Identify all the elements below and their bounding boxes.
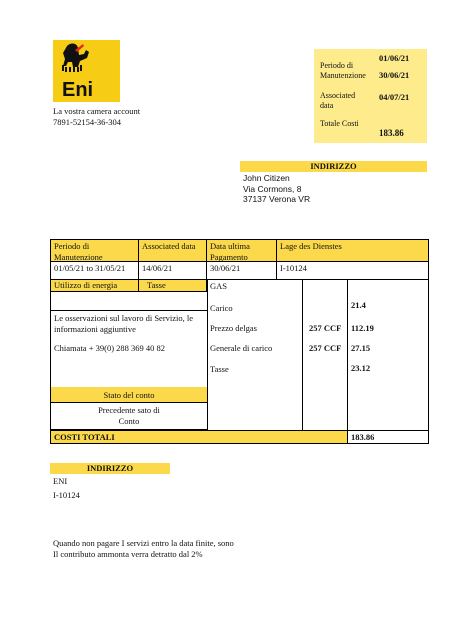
period-label: Periodo di Manutenzione	[320, 61, 366, 80]
total-costs-label: Totale Costi	[320, 119, 359, 128]
line-qty-gas-price: 257 CCF	[309, 323, 342, 333]
line-amount-gas-price: 112.19	[351, 323, 374, 333]
call-text: Chiamata + 39(0) 288 369 40 82	[54, 343, 166, 353]
address-lines	[243, 173, 310, 205]
observations-text: Le osservazioni sul lavoro di Servizio, le informazioni aggiuntive	[54, 313, 194, 334]
col-header-period: Periodo di Manutenzione	[51, 240, 139, 262]
customer-city: 37137 Verona VR	[243, 194, 311, 205]
previous-status-label: Precedente sato di Conto	[51, 403, 207, 430]
line-amount-carico: 21.4	[351, 300, 366, 310]
account-number: 7891-52154-36-304	[53, 116, 121, 127]
bill-table	[50, 239, 429, 444]
line-label-carico: Carico	[210, 303, 233, 313]
eni-logo	[53, 40, 120, 102]
line-qty-general-load: 257 CCF	[309, 343, 342, 353]
footer-address	[53, 476, 80, 500]
tax-label: Tasse	[139, 280, 207, 292]
period-start-value: 01/06/21	[379, 53, 410, 63]
logo-wordmark: Eni	[62, 79, 94, 101]
account-label: La vostra camera account	[53, 106, 141, 116]
customer-name: John Citizen	[243, 173, 290, 183]
line-label-gas-price: Prezzo delgas	[210, 323, 257, 333]
associated-label: Associated data	[320, 91, 356, 110]
usage-label: Utilizzo di energia	[51, 280, 139, 292]
summary-box	[314, 49, 427, 143]
grand-total-label: COSTI TOTALI	[51, 430, 348, 443]
period-end-value: 30/06/21	[379, 70, 410, 80]
line-amount-taxes: 23.12	[351, 363, 371, 373]
line-qty	[303, 280, 348, 430]
blank-row	[51, 292, 207, 311]
six-legged-dog-icon	[53, 40, 120, 102]
customer-street: Via Cormons, 8	[243, 183, 302, 194]
footer-address-header: INDIRIZZO	[50, 463, 170, 474]
footer-address-line1: ENI	[53, 476, 68, 486]
col-header-client-id: Lage des Dienstes	[277, 240, 428, 262]
col-header-associated: Associated data	[139, 240, 207, 262]
value-client-id: I-10124	[277, 262, 428, 280]
line-label-gas: GAS	[210, 281, 228, 291]
total-costs-value: 183.86	[379, 128, 404, 138]
line-label-taxes: Tasse	[210, 364, 229, 374]
associated-value: 04/07/21	[379, 92, 410, 102]
line-amount-general-load: 27.15	[351, 343, 371, 353]
line-amounts	[348, 280, 428, 430]
account-info	[53, 106, 140, 127]
value-associated: 14/06/21	[139, 262, 207, 280]
line-labels	[207, 280, 303, 430]
account-status-label: Stato del conto	[51, 387, 207, 403]
value-period: 01/05/21 to 31/05/21	[51, 262, 139, 280]
footer-address-line2: I-10124	[53, 489, 80, 500]
payment-notice	[53, 538, 234, 559]
address-header: INDIRIZZO	[240, 161, 427, 172]
value-last-payment: 30/06/21	[207, 262, 277, 280]
notice-line1: Quando non pagare I servizi entro la data finite, sono	[53, 538, 234, 548]
grand-total-value: 183.86	[348, 430, 428, 443]
notice-line2: Il contributo ammonta verra detratto dal 2%	[53, 548, 203, 559]
line-label-general-load: Generale di carico	[210, 343, 273, 353]
col-header-last-payment: Data ultima Pagamento	[207, 240, 277, 262]
